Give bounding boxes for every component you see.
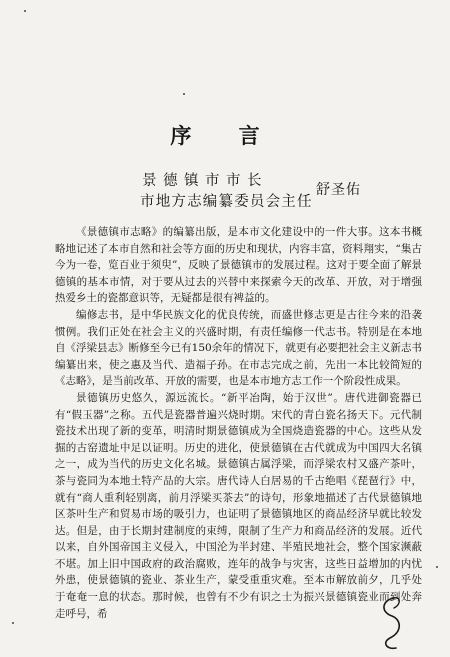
handwritten-page-mark-icon: [372, 594, 412, 654]
paragraph: 《景德镇市志略》的编纂出版，是本市文化建设中的一件大事。这本书概略地记述了本市自然和社会等方面的历史和现状，内容丰富，资料翔实，“集古今为一卷，览百业于须臾”，反映了景德镇市的发展过程。这对于要全面了解景德镇的基本市情，对于要从过去的兴替中来探索今天的改革、开放，对于增强热爱乡土的瓷都意识等，无疑都是很有裨益的。: [55, 226, 422, 305]
author-title-committee: 市地方志编纂委员会主任: [140, 194, 313, 210]
scan-speck: [183, 93, 185, 95]
paragraph: 编修志书，是中华民族文化的优良传统，而盛世修志更是古往今来的沿袭惯例。我们正处在社会主义的兴盛时期，有责任编修一代志书。特别是在本地自《浮梁县志》断修至今已有150余年的情况下，就更有必要把社会主义新志书编纂出来，使之惠及当代、造福子孙。在市志完成之前，先出一本比较简短的《志略》，是当前改革、开放的需要，也是本市地方志工作一个阶段性成果。: [55, 308, 422, 388]
paragraph: 景德镇历史悠久，源远流长。“新平冶陶，始于汉世”。唐代进御瓷器已有“假玉器”之称。五代是瓷器普遍兴烧时期。宋代的青白瓷名扬天下。元代制瓷技术出现了新的变革，明清时期景德镇成为全国烧造瓷器的中心。这些从发掘的古窑遗址中足以证明。历史的进化，使景德镇在古代就成为中国四大名镇之一，成为当代的历史文化名城。景德镇古属浮梁，而浮梁农村又盛产茶叶，茶与瓷同为本地土特产品的大宗。唐代诗人白居易的千古绝唱《琵琶行》中，就有“商人重利轻别离，前月浮梁买茶去”的诗句，形象地描述了古代景德镇地区茶叶生产和贸易市场的吸引力，也证明了景德镇地区的商品经济早就比较发达。但是，由于长期封建制度的束缚，限制了生产力和商品经济的发展。近代以来，自外国帝国主义侵入，中国沦为半封建、半殖民地社会，整个国家濒蔽不堪。加上旧中国政府的政治腐败，连年的战争与灾害，这些日益增加的内忧外患，使景德镇的瓷业、茶业生产，蒙受重重灾难。至本市解放前夕，几乎处于奄奄一息的状态。那时候，也曾有不少有识之士为振兴景德镇瓷业而到处奔走呼号，希: [55, 391, 422, 620]
author-name: 舒圣佑: [316, 182, 361, 198]
preface-body: [55, 224, 422, 622]
scan-speck: [436, 566, 438, 568]
author-title-mayor: 景德镇市市长: [142, 173, 268, 189]
preface-title: 序 言: [170, 123, 280, 148]
scan-speck: [12, 622, 14, 624]
scan-speck: [24, 10, 26, 12]
